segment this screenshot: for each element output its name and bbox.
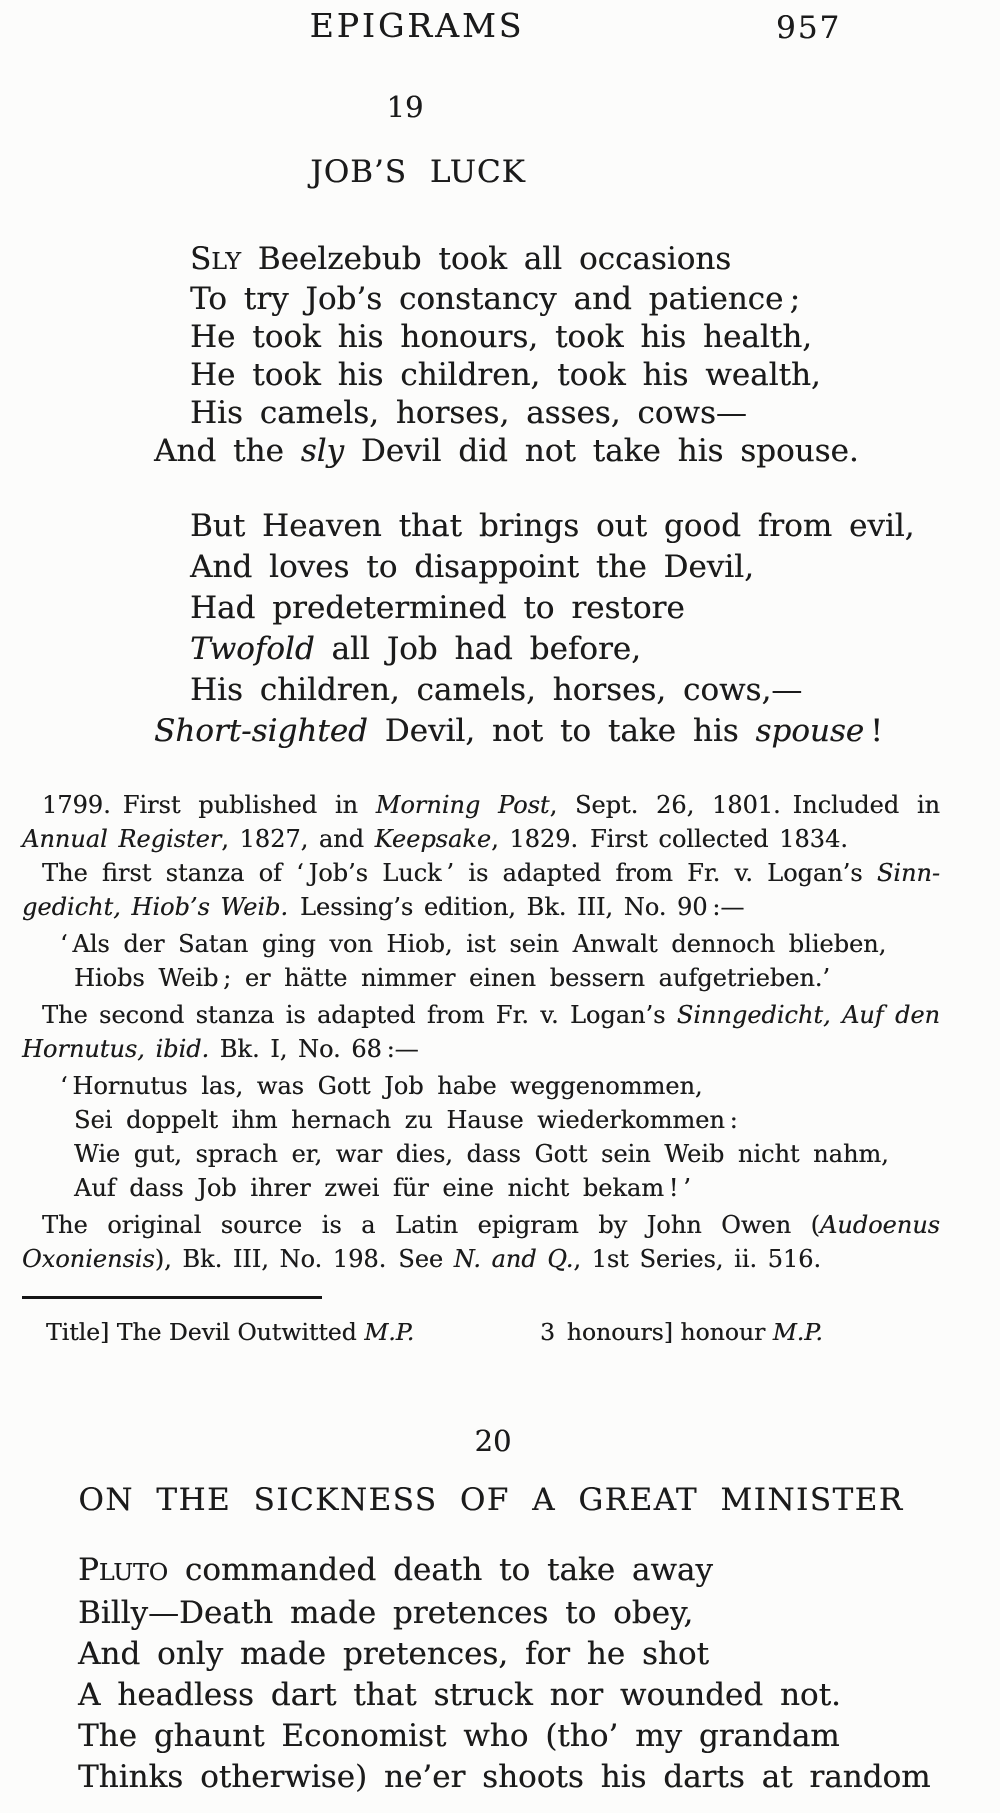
text-line — [78, 1634, 980, 1675]
epigram-20-number: 20 — [474, 1424, 512, 1458]
text-segment: And only made pretences, for he shot — [78, 1636, 709, 1672]
text-line — [0, 280, 1000, 318]
text-line — [74, 961, 940, 995]
text-segment: Devil, not to take his — [367, 713, 756, 749]
text-line — [74, 1137, 940, 1171]
text-line — [22, 890, 940, 924]
apparatus-title-variant — [46, 1318, 414, 1346]
text-line — [0, 547, 1000, 588]
text-line — [78, 1757, 980, 1798]
epigram-20-title: ON THE SICKNESS OF A GREAT MINISTER — [78, 1482, 904, 1518]
text-line — [78, 1593, 980, 1634]
text-line — [74, 1171, 940, 1205]
text-line — [0, 629, 1000, 670]
text-segment: ‘ Hornutus las, was Gott Job habe weggenommen, — [60, 1072, 703, 1100]
note-paragraph — [22, 998, 940, 1066]
text-segment: spouse — [755, 713, 865, 749]
footnote-rule — [22, 1296, 322, 1299]
text-segment: P — [78, 1552, 99, 1588]
text-segment: The ghaunt Economist who (tho’ my grandam — [78, 1718, 840, 1754]
text-segment: Auf dass Job ihrer zwei für eine nicht bekam ! ’ — [74, 1174, 691, 1202]
text-line — [22, 1032, 940, 1066]
text-segment: LY — [211, 247, 241, 275]
text-line — [22, 1208, 940, 1242]
text-line — [0, 506, 1000, 547]
text-segment: gedicht, Hiob’s Weib. — [22, 893, 288, 921]
text-segment: 1799. First published in — [42, 791, 376, 819]
text-segment: ‘ Als der Satan ging von Hiob, ist sein Anwalt dennoch blieben, — [60, 930, 887, 958]
text-segment: Twofold — [190, 631, 315, 667]
epigram-20-text — [78, 1550, 980, 1798]
text-segment: His camels, horses, asses, cows— — [190, 395, 747, 431]
text-segment: He took his honours, took his health, — [190, 319, 813, 355]
text-segment: Bk. I, No. 68 :— — [209, 1035, 419, 1063]
text-segment: Sinn- — [876, 859, 940, 887]
text-segment: Wie gut, sprach er, war dies, dass Gott sein Weib nicht nahm, — [74, 1140, 889, 1168]
text-segment: Devil did not take his spouse. — [344, 433, 859, 469]
text-line — [0, 356, 1000, 394]
text-segment: And loves to disappoint the Devil, — [190, 549, 754, 585]
text-line — [0, 394, 1000, 432]
text-segment: The first stanza of ‘ Job’s Luck ’ is adapted from Fr. v. Logan’s — [42, 859, 877, 887]
text-line — [0, 318, 1000, 356]
text-segment: Title] The Devil Outwitted — [46, 1318, 365, 1346]
epigram-19-title: JOB’S LUCK — [310, 154, 526, 190]
text-line — [78, 1716, 980, 1757]
text-segment: ! — [864, 713, 883, 749]
text-segment: And the — [154, 433, 301, 469]
text-segment: commanded death to take away — [168, 1552, 713, 1588]
text-segment: Lessing’s edition, Bk. III, No. 90 :— — [287, 893, 745, 921]
epigram-19-stanza-2 — [0, 506, 1000, 752]
text-line — [22, 822, 940, 856]
text-segment: , 1st Series, ii. 516. — [573, 1245, 822, 1273]
text-segment: all Job had before, — [314, 631, 641, 667]
text-segment: Billy—Death made pretences to obey, — [78, 1595, 694, 1631]
quoted-verse — [60, 927, 940, 995]
text-segment: S — [190, 241, 212, 277]
text-segment: sly — [300, 433, 345, 469]
text-line — [0, 588, 1000, 629]
note-paragraph — [22, 788, 940, 856]
text-segment: To try Job’s constancy and patience ; — [190, 281, 801, 317]
text-segment: Morning Post — [375, 791, 550, 819]
note-paragraph — [22, 856, 940, 924]
text-line — [22, 788, 940, 822]
text-line — [0, 670, 1000, 711]
text-segment: His children, camels, horses, cows,— — [190, 672, 803, 708]
text-segment: Keepsake — [374, 825, 492, 853]
text-segment: N. and Q. — [453, 1245, 574, 1273]
text-segment: M.P. — [772, 1318, 823, 1346]
text-segment: The second stanza is adapted from Fr. v. Logan’s — [42, 1001, 677, 1029]
text-segment: He took his children, took his wealth, — [190, 357, 821, 393]
text-line — [60, 927, 940, 961]
text-segment: A headless dart that struck nor wounded not. — [78, 1677, 841, 1713]
text-segment: Annual Register — [22, 825, 222, 853]
text-segment: ), Bk. III, No. 198. See — [154, 1245, 454, 1273]
apparatus-line3-variant — [540, 1318, 823, 1346]
quoted-verse — [60, 1069, 940, 1205]
text-segment: Had predetermined to restore — [190, 590, 685, 626]
text-line — [78, 1550, 980, 1593]
epigram-19-stanza-1 — [0, 240, 1000, 470]
text-line — [74, 1103, 940, 1137]
text-line — [0, 432, 1000, 470]
note-paragraph — [22, 1208, 940, 1276]
text-segment: M.P. — [364, 1318, 415, 1346]
text-line — [22, 1242, 940, 1276]
text-segment: , Sept. 26, 1801. Included in — [549, 791, 941, 819]
text-segment: Hiobs Weib ; er hätte nimmer einen bessern aufgetrieben.’ — [74, 964, 831, 992]
text-segment: Oxoniensis — [22, 1245, 155, 1273]
text-segment: Sinngedicht, Auf den — [676, 1001, 941, 1029]
text-segment: The original source is a Latin epigram by John Owen ( — [42, 1211, 820, 1239]
text-line — [78, 1675, 980, 1716]
text-segment: Audoenus — [819, 1211, 940, 1239]
text-line — [60, 1069, 940, 1103]
text-segment: Hornutus, ibid. — [22, 1035, 210, 1063]
text-line — [22, 856, 940, 890]
epigram-19-number: 19 — [386, 90, 424, 124]
text-segment: LUTO — [98, 1558, 169, 1586]
text-line — [22, 998, 940, 1032]
text-segment: Beelzebub took all occasions — [240, 241, 732, 277]
text-segment: , 1827, and — [221, 825, 375, 853]
text-line — [0, 711, 1000, 752]
text-segment: 3 honours] honour — [540, 1318, 773, 1346]
text-segment: , 1829. First collected 1834. — [491, 825, 848, 853]
running-head: EPIGRAMS — [309, 6, 525, 45]
text-segment: Thinks otherwise) ne’er shoots his darts at random — [78, 1759, 931, 1795]
text-segment: Short-sighted — [154, 713, 368, 749]
editorial-notes — [22, 788, 940, 1276]
text-segment: But Heaven that brings out good from evil, — [190, 508, 915, 544]
text-segment: Sei doppelt ihm hernach zu Hause wiederkommen : — [74, 1106, 738, 1134]
text-line — [0, 240, 1000, 280]
page-number: 957 — [776, 10, 842, 46]
